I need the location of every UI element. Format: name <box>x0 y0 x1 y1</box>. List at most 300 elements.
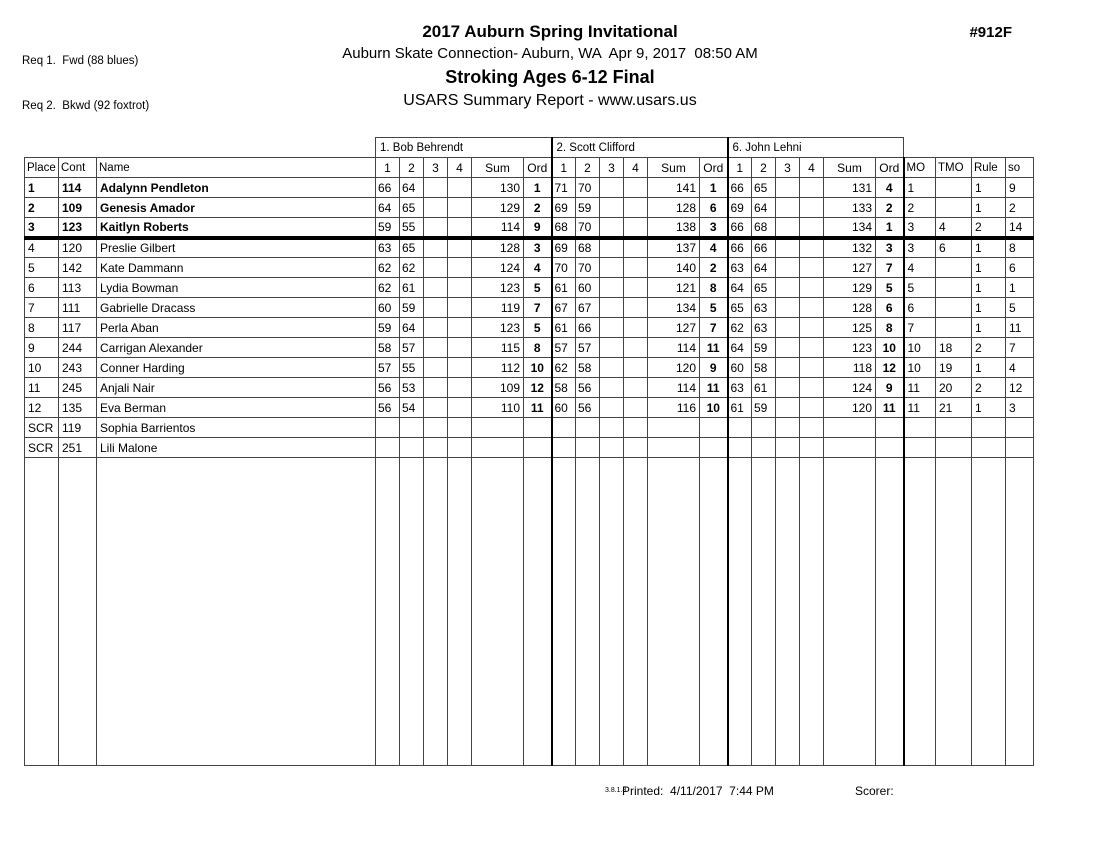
ordinal-cell: 9 <box>700 358 728 378</box>
score-cell <box>776 218 800 238</box>
ordinal-cell: 12 <box>524 378 552 398</box>
header-judge2-col: 1 <box>552 158 576 178</box>
skater-name-cell: Anjali Nair <box>97 378 376 398</box>
empty-cell <box>752 458 776 766</box>
score-cell <box>424 338 448 358</box>
score-cell: 64 <box>400 178 424 198</box>
score-cell: 65 <box>752 278 776 298</box>
score-cell: 62 <box>376 258 400 278</box>
empty-cell <box>624 458 648 766</box>
cont-cell: 243 <box>59 358 97 378</box>
cont-cell: 120 <box>59 238 97 258</box>
table-row <box>25 278 1034 298</box>
score-cell: 64 <box>728 278 752 298</box>
score-cell <box>448 438 472 458</box>
score-cell <box>728 418 752 438</box>
sum-ordinals-cell: 5 <box>1006 298 1034 318</box>
majority-ordinal-cell: 5 <box>904 278 936 298</box>
header-judge3-col: Ord <box>876 158 904 178</box>
score-cell <box>400 418 424 438</box>
header-judge3-col: 4 <box>800 158 824 178</box>
score-cell <box>776 358 800 378</box>
sum-cell: 137 <box>648 238 700 258</box>
sum-cell <box>648 418 700 438</box>
score-cell <box>600 318 624 338</box>
empty-cell <box>700 458 728 766</box>
score-cell: 56 <box>576 378 600 398</box>
score-cell <box>600 218 624 238</box>
sum-cell: 119 <box>472 298 524 318</box>
sum-cell: 123 <box>824 338 876 358</box>
header-judge2-col: 2 <box>576 158 600 178</box>
empty-cell <box>824 458 876 766</box>
place-cell: 3 <box>25 218 59 238</box>
score-cell <box>576 418 600 438</box>
total-majority-ordinal-cell <box>936 438 972 458</box>
score-cell <box>424 298 448 318</box>
sum-cell: 127 <box>648 318 700 338</box>
rule-cell: 2 <box>972 218 1006 238</box>
sum-cell <box>648 438 700 458</box>
score-cell <box>800 278 824 298</box>
cont-cell: 114 <box>59 178 97 198</box>
score-cell <box>600 258 624 278</box>
ordinal-cell: 6 <box>700 198 728 218</box>
cont-cell: 109 <box>59 198 97 218</box>
score-cell: 63 <box>752 298 776 318</box>
ordinal-cell: 11 <box>700 338 728 358</box>
score-cell: 66 <box>376 178 400 198</box>
score-cell <box>800 298 824 318</box>
sum-ordinals-cell: 12 <box>1006 378 1034 398</box>
cont-cell: 251 <box>59 438 97 458</box>
score-cell <box>624 438 648 458</box>
score-cell <box>776 298 800 318</box>
score-cell: 60 <box>728 358 752 378</box>
score-cell: 66 <box>752 238 776 258</box>
score-cell <box>624 258 648 278</box>
score-cell <box>448 298 472 318</box>
empty-cell <box>600 458 624 766</box>
empty-cell <box>972 458 1006 766</box>
empty-cell <box>472 458 524 766</box>
rule-cell: 1 <box>972 258 1006 278</box>
score-cell <box>600 198 624 218</box>
header-judge1-col: 4 <box>448 158 472 178</box>
header-so: so <box>1006 158 1034 178</box>
requirement-1: Req 1. Fwd (88 blues) <box>22 55 139 67</box>
score-cell <box>424 318 448 338</box>
ordinal-cell: 3 <box>876 238 904 258</box>
empty-cell <box>424 458 448 766</box>
ordinal-cell: 7 <box>700 318 728 338</box>
score-cell <box>776 178 800 198</box>
score-cell <box>624 298 648 318</box>
skater-name-cell: Conner Harding <box>97 358 376 378</box>
sum-ordinals-cell <box>1006 438 1034 458</box>
score-cell <box>776 198 800 218</box>
score-cell <box>424 358 448 378</box>
venue-date: Auburn Skate Connection- Auburn, WA Apr 9, 2017 08:50 AM <box>342 45 758 62</box>
score-cell: 59 <box>376 218 400 238</box>
header-place: Place <box>25 158 59 178</box>
sum-ordinals-cell: 4 <box>1006 358 1034 378</box>
ordinal-cell: 5 <box>524 318 552 338</box>
score-cell: 69 <box>552 198 576 218</box>
score-cell: 65 <box>752 178 776 198</box>
skater-name-cell: Preslie Gilbert <box>97 238 376 258</box>
score-cell <box>776 438 800 458</box>
majority-ordinal-cell: 2 <box>904 198 936 218</box>
ordinal-cell: 10 <box>524 358 552 378</box>
score-cell <box>800 358 824 378</box>
empty-cell <box>728 458 752 766</box>
sum-ordinals-cell: 14 <box>1006 218 1034 238</box>
score-cell: 59 <box>752 398 776 418</box>
total-majority-ordinal-cell <box>936 258 972 278</box>
score-cell <box>800 438 824 458</box>
score-cell <box>600 358 624 378</box>
sum-cell: 109 <box>472 378 524 398</box>
score-cell <box>776 418 800 438</box>
rule-cell: 2 <box>972 378 1006 398</box>
ordinal-cell: 4 <box>700 238 728 258</box>
skater-name-cell: Adalynn Pendleton <box>97 178 376 198</box>
printed-timestamp: Printed: 4/11/2017 7:44 PM <box>622 784 774 798</box>
table-row <box>25 178 1034 198</box>
sum-cell: 116 <box>648 398 700 418</box>
table-row <box>25 298 1034 318</box>
score-cell: 63 <box>752 318 776 338</box>
sum-cell: 128 <box>824 298 876 318</box>
skater-name-cell: Kate Dammann <box>97 258 376 278</box>
sum-cell: 115 <box>472 338 524 358</box>
score-cell: 57 <box>552 338 576 358</box>
ordinal-cell: 10 <box>876 338 904 358</box>
majority-ordinal-cell: 11 <box>904 378 936 398</box>
score-cell <box>448 318 472 338</box>
header-judge3-col: Sum <box>824 158 876 178</box>
ordinal-cell: 5 <box>524 278 552 298</box>
score-cell <box>448 278 472 298</box>
empty-cell <box>376 458 400 766</box>
judge-name: 6. John Lehni <box>728 138 904 158</box>
rule-cell: 1 <box>972 318 1006 338</box>
sum-cell: 138 <box>648 218 700 238</box>
majority-ordinal-cell <box>904 418 936 438</box>
sum-cell: 140 <box>648 258 700 278</box>
score-cell <box>624 278 648 298</box>
sum-cell: 118 <box>824 358 876 378</box>
empty-cell <box>776 458 800 766</box>
score-cell <box>424 418 448 438</box>
majority-ordinal-cell: 7 <box>904 318 936 338</box>
total-majority-ordinal-cell: 21 <box>936 398 972 418</box>
rule-cell: 2 <box>972 338 1006 358</box>
score-cell <box>624 218 648 238</box>
score-cell <box>600 298 624 318</box>
sum-ordinals-cell: 3 <box>1006 398 1034 418</box>
place-cell: 6 <box>25 278 59 298</box>
sum-cell: 129 <box>824 278 876 298</box>
ordinal-cell: 9 <box>876 378 904 398</box>
empty-cell <box>25 458 59 766</box>
score-cell <box>600 378 624 398</box>
score-cell: 61 <box>552 278 576 298</box>
score-cell: 62 <box>400 258 424 278</box>
empty-cell <box>800 458 824 766</box>
sum-cell: 134 <box>824 218 876 238</box>
cont-cell: 119 <box>59 418 97 438</box>
score-cell <box>624 378 648 398</box>
majority-ordinal-cell: 4 <box>904 258 936 278</box>
score-cell: 66 <box>728 218 752 238</box>
ordinal-cell: 11 <box>524 398 552 418</box>
empty-cell <box>648 458 700 766</box>
place-cell: 12 <box>25 398 59 418</box>
score-cell: 69 <box>552 238 576 258</box>
left-spacer <box>25 138 376 158</box>
score-cell: 67 <box>576 298 600 318</box>
sum-cell: 124 <box>472 258 524 278</box>
cont-cell: 135 <box>59 398 97 418</box>
score-cell: 66 <box>728 238 752 258</box>
score-cell: 61 <box>752 378 776 398</box>
sum-ordinals-cell: 7 <box>1006 338 1034 358</box>
sum-cell: 114 <box>472 218 524 238</box>
score-cell <box>576 438 600 458</box>
total-majority-ordinal-cell <box>936 278 972 298</box>
score-cell: 60 <box>376 298 400 318</box>
event-title: Stroking Ages 6-12 Final <box>445 67 655 87</box>
ordinal-cell <box>524 438 552 458</box>
empty-cell <box>576 458 600 766</box>
judge-name: 1. Bob Behrendt <box>376 138 552 158</box>
table-row <box>25 338 1034 358</box>
score-cell <box>448 358 472 378</box>
total-majority-ordinal-cell <box>936 178 972 198</box>
place-cell: 4 <box>25 238 59 258</box>
ordinal-cell: 4 <box>876 178 904 198</box>
table-row <box>25 438 1034 458</box>
empty-cell <box>97 458 376 766</box>
score-cell <box>624 358 648 378</box>
score-cell <box>448 398 472 418</box>
sum-ordinals-cell: 1 <box>1006 278 1034 298</box>
header-judge2-col: Ord <box>700 158 728 178</box>
skater-name-cell: Eva Berman <box>97 398 376 418</box>
score-cell: 56 <box>576 398 600 418</box>
skater-name-cell: Kaitlyn Roberts <box>97 218 376 238</box>
ordinal-cell: 2 <box>524 198 552 218</box>
score-cell: 55 <box>400 358 424 378</box>
skater-name-cell: Lili Malone <box>97 438 376 458</box>
sum-cell: 120 <box>648 358 700 378</box>
sum-cell: 120 <box>824 398 876 418</box>
score-cell <box>800 378 824 398</box>
sum-cell: 132 <box>824 238 876 258</box>
rule-cell: 1 <box>972 178 1006 198</box>
score-cell: 54 <box>400 398 424 418</box>
score-cell: 65 <box>400 238 424 258</box>
table-row <box>25 238 1034 258</box>
title-block <box>0 22 1100 110</box>
score-cell: 58 <box>552 378 576 398</box>
requirement-2: Req 2. Bkwd (92 foxtrot) <box>22 100 150 112</box>
header-judge1-col: Sum <box>472 158 524 178</box>
sum-cell: 128 <box>648 198 700 218</box>
score-cell <box>600 338 624 358</box>
header-judge3-col: 3 <box>776 158 800 178</box>
score-cell <box>624 398 648 418</box>
place-cell: SCR <box>25 418 59 438</box>
score-cell <box>400 438 424 458</box>
empty-cell <box>904 458 936 766</box>
score-cell: 56 <box>376 378 400 398</box>
score-cell: 61 <box>728 398 752 418</box>
score-cell <box>600 278 624 298</box>
score-cell <box>424 438 448 458</box>
empty-cell <box>552 458 576 766</box>
score-cell <box>800 398 824 418</box>
score-cell <box>600 398 624 418</box>
total-majority-ordinal-cell <box>936 198 972 218</box>
table-row <box>25 398 1034 418</box>
column-header-row <box>25 158 1034 178</box>
score-cell: 64 <box>376 198 400 218</box>
score-cell: 70 <box>576 178 600 198</box>
score-cell <box>424 378 448 398</box>
sum-cell: 129 <box>472 198 524 218</box>
sum-cell <box>824 438 876 458</box>
majority-ordinal-cell <box>904 438 936 458</box>
skater-name-cell: Genesis Amador <box>97 198 376 218</box>
results-table <box>24 137 1034 766</box>
header-mo: MO <box>904 158 936 178</box>
rule-cell: 1 <box>972 358 1006 378</box>
cont-cell: 111 <box>59 298 97 318</box>
score-cell <box>776 378 800 398</box>
score-cell <box>800 318 824 338</box>
score-cell <box>424 398 448 418</box>
ordinal-cell: 7 <box>876 258 904 278</box>
score-cell: 62 <box>376 278 400 298</box>
sum-cell: 125 <box>824 318 876 338</box>
total-majority-ordinal-cell <box>936 318 972 338</box>
score-cell <box>624 238 648 258</box>
score-cell: 62 <box>728 318 752 338</box>
score-cell: 63 <box>728 378 752 398</box>
score-cell: 64 <box>752 198 776 218</box>
judge-header-row <box>25 138 1034 158</box>
majority-ordinal-cell: 1 <box>904 178 936 198</box>
table-row <box>25 198 1034 218</box>
place-cell: 9 <box>25 338 59 358</box>
cont-cell: 123 <box>59 218 97 238</box>
event-code: #912F <box>969 24 1012 41</box>
table-row <box>25 318 1034 338</box>
total-majority-ordinal-cell: 20 <box>936 378 972 398</box>
header-judge1-col: 2 <box>400 158 424 178</box>
ordinal-cell: 8 <box>876 318 904 338</box>
score-cell <box>800 418 824 438</box>
score-cell <box>776 318 800 338</box>
table-row <box>25 218 1034 238</box>
header-tmo: TMO <box>936 158 972 178</box>
score-cell: 65 <box>400 198 424 218</box>
ordinal-cell: 12 <box>876 358 904 378</box>
score-cell: 65 <box>728 298 752 318</box>
score-cell <box>728 438 752 458</box>
majority-ordinal-cell: 6 <box>904 298 936 318</box>
empty-cell <box>400 458 424 766</box>
grid-extension-row <box>25 458 1034 766</box>
ordinal-cell <box>700 438 728 458</box>
skater-name-cell: Sophia Barrientos <box>97 418 376 438</box>
place-cell: 8 <box>25 318 59 338</box>
skater-name-cell: Lydia Bowman <box>97 278 376 298</box>
right-spacer <box>904 138 1034 158</box>
score-cell <box>752 438 776 458</box>
sum-cell: 128 <box>472 238 524 258</box>
score-cell: 56 <box>376 398 400 418</box>
cont-cell: 113 <box>59 278 97 298</box>
ordinal-cell: 1 <box>876 218 904 238</box>
rule-cell <box>972 438 1006 458</box>
cont-cell: 142 <box>59 258 97 278</box>
header-rule: Rule <box>972 158 1006 178</box>
place-cell: SCR <box>25 438 59 458</box>
place-cell: 5 <box>25 258 59 278</box>
score-cell: 57 <box>376 358 400 378</box>
table-row <box>25 258 1034 278</box>
score-cell <box>776 398 800 418</box>
sum-cell: 114 <box>648 378 700 398</box>
majority-ordinal-cell: 11 <box>904 398 936 418</box>
score-cell: 58 <box>752 358 776 378</box>
sum-ordinals-cell: 9 <box>1006 178 1034 198</box>
place-cell: 7 <box>25 298 59 318</box>
score-cell <box>424 278 448 298</box>
ordinal-cell: 11 <box>700 378 728 398</box>
score-cell <box>448 238 472 258</box>
total-majority-ordinal-cell <box>936 298 972 318</box>
ordinal-cell: 4 <box>524 258 552 278</box>
ordinal-cell: 5 <box>876 278 904 298</box>
table-row <box>25 358 1034 378</box>
empty-cell <box>876 458 904 766</box>
score-cell: 68 <box>752 218 776 238</box>
score-cell <box>800 178 824 198</box>
score-cell: 70 <box>552 258 576 278</box>
score-cell: 59 <box>576 198 600 218</box>
score-cell: 57 <box>400 338 424 358</box>
score-cell: 60 <box>552 398 576 418</box>
total-majority-ordinal-cell: 6 <box>936 238 972 258</box>
sum-ordinals-cell: 6 <box>1006 258 1034 278</box>
score-cell <box>448 198 472 218</box>
skater-name-cell: Gabrielle Dracass <box>97 298 376 318</box>
scorer-label: Scorer: <box>855 784 894 798</box>
software-version: 3.8.1.8 <box>605 787 627 794</box>
ordinal-cell: 2 <box>700 258 728 278</box>
sum-ordinals-cell: 8 <box>1006 238 1034 258</box>
sum-cell: 114 <box>648 338 700 358</box>
place-cell: 11 <box>25 378 59 398</box>
ordinal-cell: 5 <box>700 298 728 318</box>
sum-cell <box>472 418 524 438</box>
cont-cell: 117 <box>59 318 97 338</box>
